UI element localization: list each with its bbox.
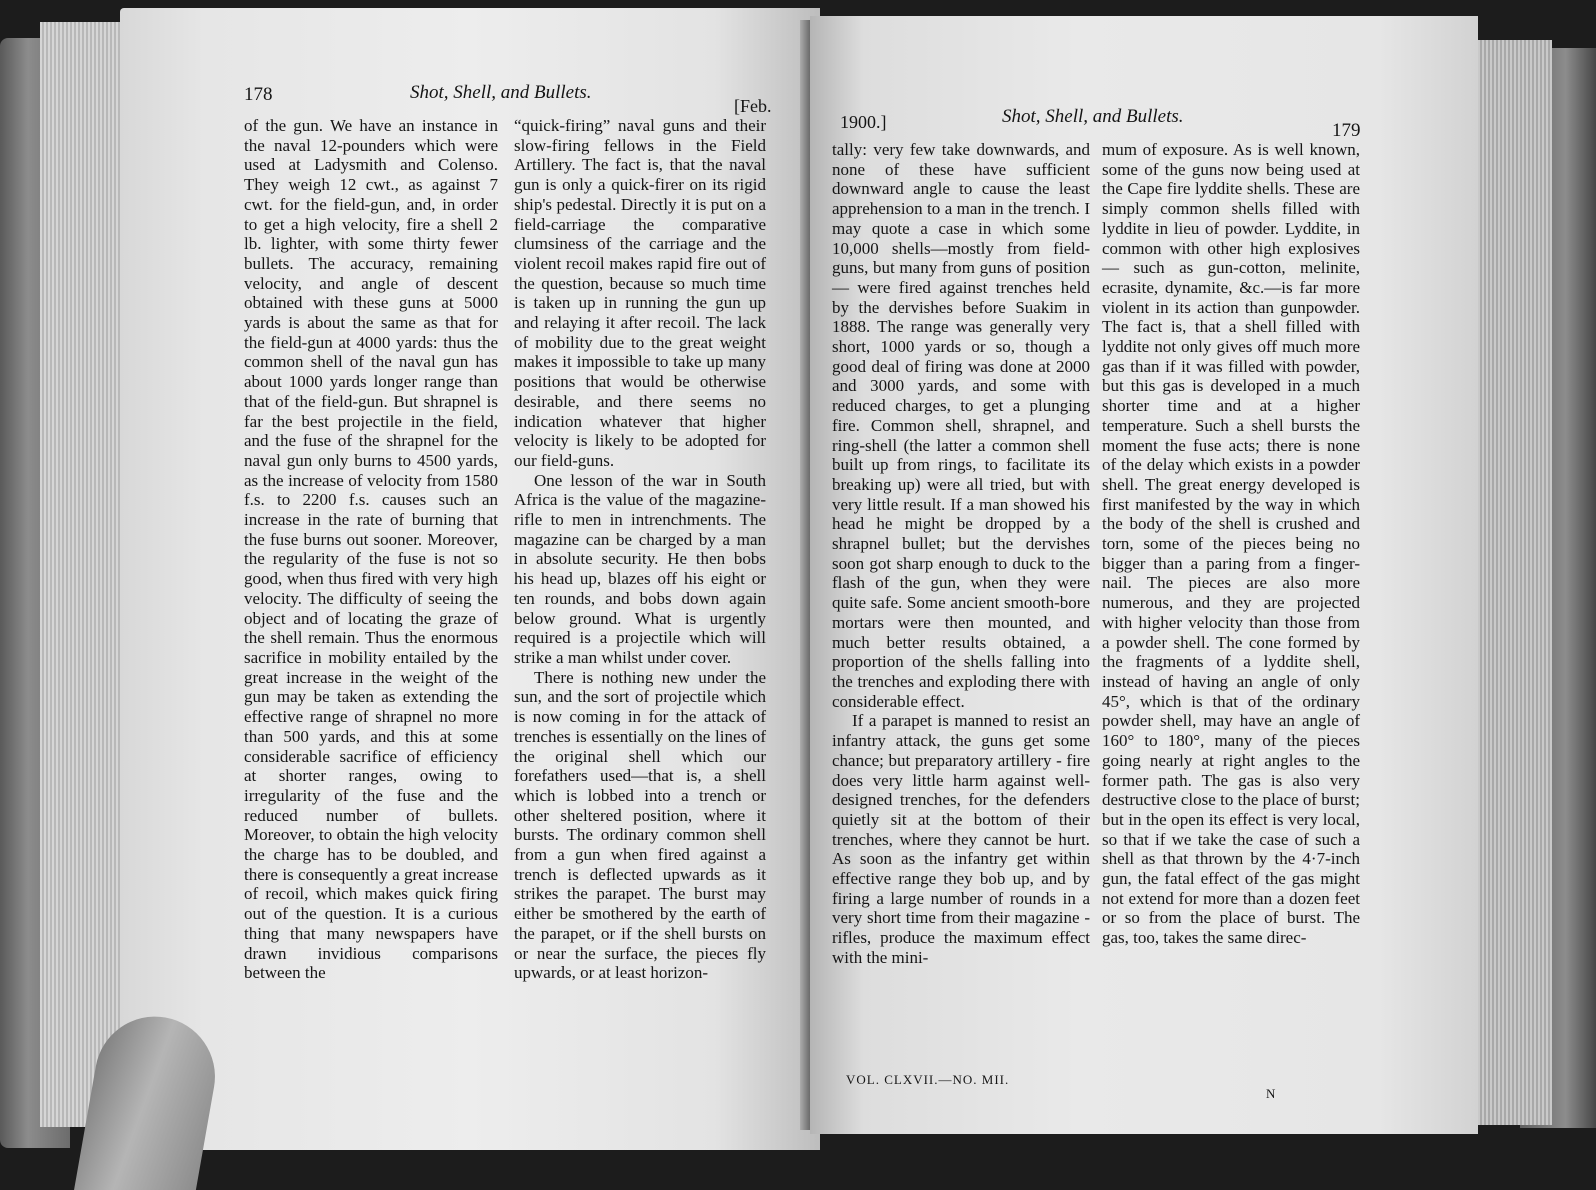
date-marker: 1900.]: [840, 112, 887, 132]
right-page: [810, 16, 1478, 1134]
text-column-right-2: [1102, 140, 1360, 948]
paragraph: “quick-firing” naval guns and their slow-firing fellows in the Field Artillery. The fact is, that the naval gun is only a quick-firer on its rigid ship's pedestal. Directly it is put on a field-carriage the comparative clumsiness of the carriage and the violent recoil makes rapid fire out of the question, because so much time is taken up in running the gun up and relaying it after recoil. The lack of mobility due to the great weight makes it impossible to take up many positions that would be otherwise desirable, and there seems no indication whatever that higher velocity is likely to be adopted for our field-guns.: [514, 116, 766, 470]
signature-mark: N: [1266, 1086, 1277, 1101]
volume-footer: VOL. CLXVII.—NO. MII.: [846, 1072, 1010, 1087]
paragraph: tally: very few take downwards, and none of these have sufficient downward angle to cause the least apprehension to a man in the trench. I may quote a case in which some 10,000 shells—mostly from field-guns, but many from guns of position — were fired against trenches held by the dervishes before Suakim in 1888. The range was generally very short, 1000 yards or so, though a good deal of firing was done at 2000 and 3000 yards, and some with reduced charges, to get a plunging fire. Common shell, shrapnel, and ring-shell (the latter a common shell built up from rings, to facilitate its breaking up) were all tried, but with very little result. If a man showed his head he might be dropped by a shrapnel bullet; but the dervishes soon got sharp enough to duck to the flash of the gun, when they were quite safe. Some ancient smooth-bore mortars were then mounted, and much better results obtained, a proportion of the shells falling into the trenches and exploding there with considerable effect.: [832, 140, 1090, 711]
text-column-right-1: [832, 140, 1090, 968]
paragraph: There is nothing new under the sun, and the sort of projectile which is now coming in for the attack of trenches is essentially on the lines of the original shell which our forefathers used—that is, a shell which is lobbed into a trench or other sheltered position, where it bursts. The ordinary common shell from a gun when fired against a trench is deflected upwards as it strikes the parapet. The burst may either be smothered by the earth of the parapet, or if the shell bursts on or near the surface, the pieces fly upwards, or at least horizon-: [514, 667, 766, 983]
left-page: [120, 8, 820, 1150]
paragraph: of the gun. We have an instance in the naval 12-pounders which were used at Ladysmith and Colenso. They weigh 12 cwt., as against 7 cwt. for the field-gun, and, in order to get a high velocity, fire a shell 2 lb. lighter, with some thirty fewer bullets. The accuracy, remaining velocity, and angle of descent obtained with these guns at 5000 yards is about the same as that for the field-gun at 4000 yards: thus the common shell of the naval gun has about 1000 yards longer range than that of the field-gun. But shrapnel is far the best projectile in the field, and the fuse of the shrapnel for the naval gun only burns to 4500 yards, as the increase of velocity from 1580 f.s. to 2200 f.s. causes such an increase in the rate of burning that the fuse burns out sooner. Moreover, the regularity of the fuse is not so good, when thus fired with very high velocity. The difficulty of seeing the object and of locating the graze of the shell remain. Thus the enormous sacrifice in mobility entailed by the great increase in the weight of the gun may be taken as extending the effective range of shrapnel no more than 500 yards, and this at some considerable sacrifice of efficiency at shorter ranges, owing to irregularity of the fuse and the reduced number of bullets. Moreover, to obtain the high velocity the charge has to be doubled, and there is consequently a great increase of recoil, which makes quick firing out of the question. It is a curious thing that many newspapers have drawn invidious comparisons between the: [244, 116, 498, 983]
paragraph: If a parapet is manned to resist an infantry attack, the guns get some chance; but preparatory artillery - fire does very little harm against well-designed trenches, for the defenders quietly sit at the bottom of their trenches, where they cannot be hurt. As soon as the infantry get within effective range they bob up, and by firing a large number of rounds in a very short time from their magazine - rifles, produce the maximum effect with the mini-: [832, 711, 1090, 967]
date-marker: [Feb.: [734, 96, 772, 116]
running-title: Shot, Shell, and Bullets.: [410, 82, 592, 103]
running-title: Shot, Shell, and Bullets.: [1002, 106, 1184, 127]
page-number: 178: [244, 84, 273, 105]
page-number: 179: [1332, 120, 1361, 141]
paragraph: One lesson of the war in South Africa is the value of the magazine-rifle to men in intrenchments. The magazine can be charged by a man in absolute security. He then bobs his head up, blazes off his eight or ten rounds, and bobs down again below ground. What is urgently required is a projectile which will strike a man whilst under cover.: [514, 470, 766, 667]
text-column-left-2: [514, 116, 766, 983]
paragraph: mum of exposure. As is well known, some of the guns now being used at the Cape fire lyddite shells. These are simply common shells filled with lyddite in lieu of powder. Lyddite, in common with other high explosives — such as gun-cotton, melinite, ecrasite, dynamite, &c.—is far more violent in its action than gunpowder. The fact is, that a shell filled with lyddite not only gives off much more gas than if it was filled with powder, but this gas is developed in a much shorter time and at a higher temperature. Such a shell bursts the moment the fuse acts; there is none of the delay which exists in a powder shell. The great energy developed is first manifested by the way in which the body of the shell is crushed and torn, some of the pieces being no bigger than a paring from a finger-nail. The pieces are also more numerous, and they are projected with higher velocity than those from a powder shell. The cone formed by the fragments of a lyddite shell, instead of having an angle of only 45°, which is that of the ordinary powder shell, may have an angle of 160° to 180°, many of the pieces going nearly at right angles to the former path. The gas is also very destructive close to the place of burst; but in the open its effect is very local, so that if we take the case of such a shell as that thrown by the 4·7-inch gun, the fatal effect of the gas might not extend for more than a dozen feet or so from the place of burst. The gas, too, takes the same direc-: [1102, 140, 1360, 948]
text-column-left-1: [244, 116, 498, 983]
